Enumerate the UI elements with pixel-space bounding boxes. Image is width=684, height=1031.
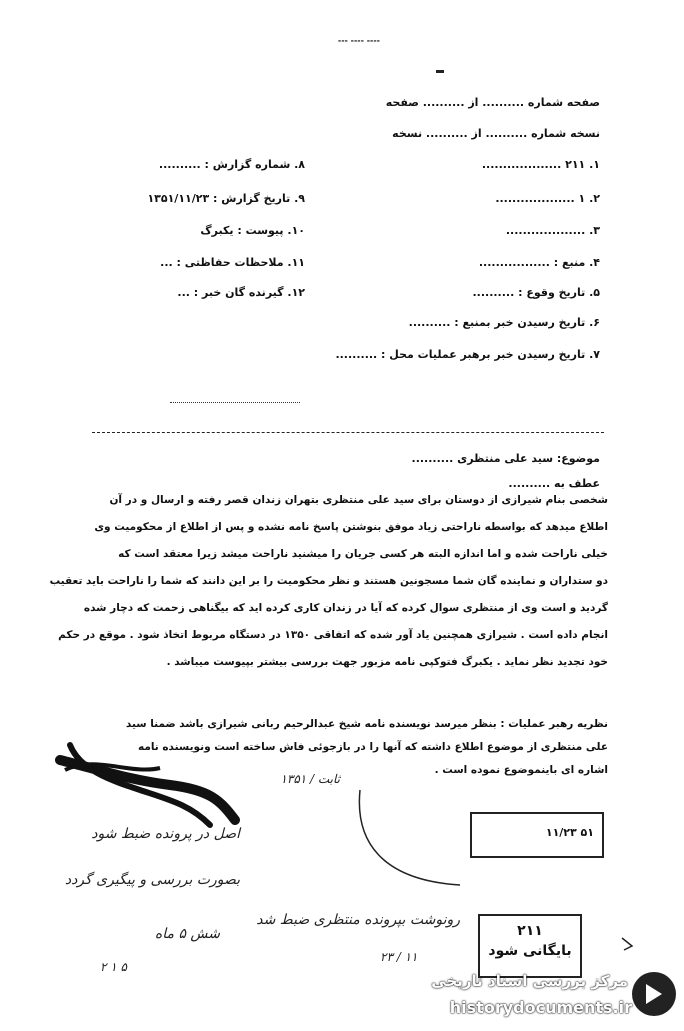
handwritten-note-2: بصورت بررسی و پیگیری گردد <box>64 872 240 888</box>
body-line: خود تجدید نظر نماید . یکبرگ فتوکپی نامه مزبور جهت بررسی بیشتر بپیوست میباشد . <box>166 656 608 668</box>
comment-line: نظریه رهبر عملیات : بنظر میرسد نویسنده نامه شیخ عبدالرحیم ربانی شیرازی باشد ضمنا سید <box>125 718 608 730</box>
handwritten-note-1: اصل در پرونده ضبط شود <box>91 826 240 842</box>
field-9: ۹. تاریخ گزارش : ۱۳۵۱/۱۱/۲۳ <box>147 192 305 205</box>
watermark-url: historydocuments.ir <box>449 998 632 1017</box>
handwritten-bottom-signature: ۲۳ / ۱۱ <box>380 950 418 964</box>
subject-line: موضوع: سید علی منتظری .......... <box>411 452 600 465</box>
page-top-title: --- ---- ---- <box>337 36 380 45</box>
scribble-mark <box>40 730 250 830</box>
dotted-line <box>170 402 300 403</box>
page-number-line: صفحه شماره .......... از .......... صفحه <box>385 96 600 109</box>
field-10: ۱۰. پیوست : یکبرگ <box>200 224 305 237</box>
archive-stamp-label: بایگانی شود <box>488 943 572 959</box>
handwritten-dates: ۲ ۱ ۵ <box>100 960 127 974</box>
archive-stamp-number: ۲۱۱ <box>517 923 543 939</box>
field-3: ۳. ................... <box>505 224 600 237</box>
field-6: ۶. تاریخ رسیدن خبر بمنبع : .......... <box>408 316 600 329</box>
watermark-persian: مرکز بررسی اسناد تاریخی <box>431 972 628 990</box>
handwritten-note-4: رونوشت بپرونده منتظری ضبط شد <box>256 912 460 928</box>
body-line: اطلاع میدهد که بواسطه ناراحتی زیاد موفق بنوشتن پاسخ نامه نشده و پس از اطلاع از محکومیت وی <box>94 521 608 533</box>
report-body <box>49 494 608 683</box>
received-stamp <box>470 812 604 858</box>
field-1: ۱. ۲۱۱ ................... <box>481 158 600 171</box>
copy-number-line: نسخه شماره .......... از .......... نسخه <box>392 127 600 140</box>
signature: ثابت / ۱۳۵۱ <box>280 772 340 786</box>
header-divider <box>92 432 604 433</box>
handwritten-note-3: شش ۵ ماه <box>154 926 220 942</box>
tick-mark <box>618 934 638 954</box>
top-mark <box>436 70 444 73</box>
comment-line: اشاره ای باینموضوع نموده است . <box>434 764 608 776</box>
field-2: ۲. ۱ ................... <box>495 192 600 205</box>
body-line: انجام داده است . شیرازی همچنین یاد آور شده که اتفاقی ۱۳۵۰ در دستگاه مربوط اتخاذ شود . موقع در حکم <box>58 629 608 641</box>
pen-stroke <box>340 780 480 900</box>
body-line: گردید و است وی از منتظری سوال کرده که آیا در زندان کاری کرده اید که بیگناهی زحمت که دچار شده <box>83 602 608 614</box>
field-8: ۸. شماره گزارش : .......... <box>158 158 305 171</box>
field-5: ۵. تاریخ وقوع : .......... <box>472 286 600 299</box>
field-11: ۱۱. ملاحظات حفاظتی : ... <box>160 256 305 269</box>
received-stamp-text: ۱۱/۲۳ ۵۱ <box>545 826 594 839</box>
field-7: ۷. تاریخ رسیدن خبر برهبر عملیات محل : .......... <box>335 348 600 361</box>
fields-left <box>90 158 305 316</box>
reference-line: عطف به .......... <box>508 477 600 490</box>
body-line: خیلی ناراحت شده و اما اندازه البته هر کسی جریان را میشنید ناراحت میشد زیرا معتقد است که <box>118 548 608 560</box>
field-4: ۴. منبع : ................. <box>478 256 600 269</box>
comment-line: علی منتظری از موضوع اطلاع داشته که آنها را در بازجوئی فاش ساخته است ونویسنده نامه <box>137 741 608 753</box>
field-12: ۱۲. گیرنده گان خبر : ... <box>177 286 305 299</box>
archive-stamp <box>478 914 582 978</box>
body-line: دو ستداران و نماینده گان شما مسجونین هستند و نظر محکومیت را بر این دانند که شما را ناراحت باید تعقیب <box>49 575 608 587</box>
watermark-logo-icon <box>632 972 676 1016</box>
fields-right <box>335 158 600 378</box>
body-line: شخصی بنام شیرازی از دوستان برای سید علی منتظری بتهران زندان قصر رفته و ارسال و در آن <box>109 494 608 506</box>
